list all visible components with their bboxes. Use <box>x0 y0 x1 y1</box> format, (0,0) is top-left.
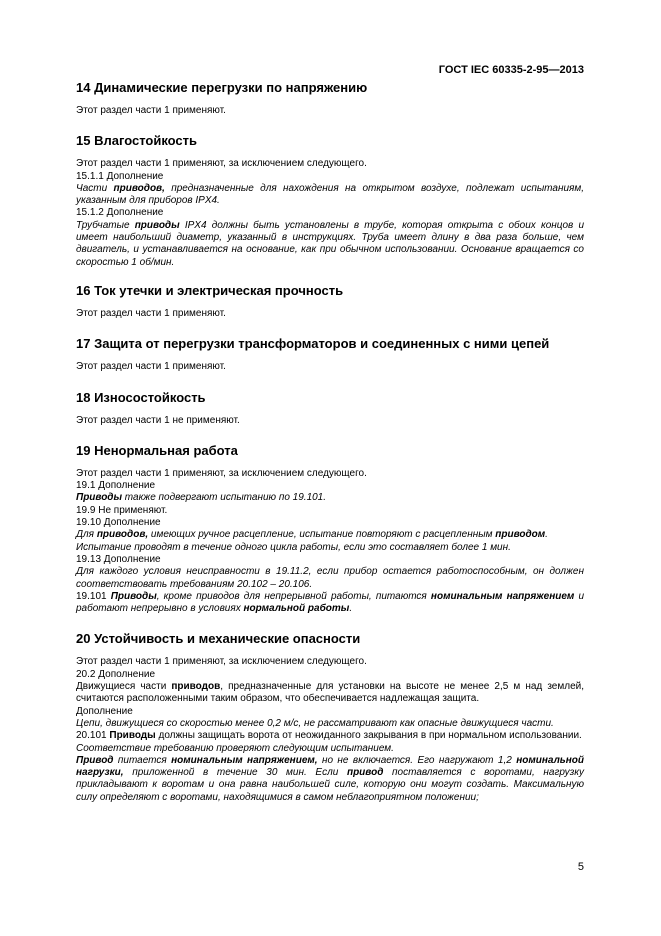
section-14-title: 14 Динамические перегрузки по напряжению <box>76 80 368 95</box>
term-bold: приводов, <box>96 529 149 541</box>
section-20-p4 <box>76 730 584 742</box>
term-bold: номинальным напряжением, <box>171 754 318 766</box>
text-run: и работают непрерывно в условиях <box>76 590 585 615</box>
page-number: 5 <box>577 861 584 873</box>
clause-19-10: 19.10 Дополнение <box>76 517 161 529</box>
term-bold: приводом <box>495 529 546 541</box>
text-run: . <box>545 529 548 541</box>
clause-20-2: 20.2 Дополнение <box>76 668 156 680</box>
text-run: Для <box>76 529 97 541</box>
section-17-text: Этот раздел части 1 применяют. <box>76 361 226 373</box>
text-run: имеющих ручное расцепление, испытание повторяют с расцепленным <box>148 529 496 541</box>
section-18-text: Этот раздел части 1 не применяют. <box>76 414 240 426</box>
section-19-p3 <box>76 529 584 541</box>
addition-label: Дополнение <box>76 705 133 717</box>
term-bold: Привод <box>76 754 114 766</box>
section-19-p2 <box>76 492 584 504</box>
term-bold: Приводы <box>109 730 156 742</box>
text-run: предназначенные для нахождения на открытом воздухе, подлежат испытаниям, указанным для приборов IPX4. <box>76 182 584 207</box>
text-run: поставляется с воротами, нагрузку прикладывают к воротам и она равна наибольшей силе, которую они могут создать. Максимальную силу определяют с воротами, находящимися в самом неблагоприятном положении; <box>76 767 585 803</box>
section-15-p1: Этот раздел части 1 применяют, за исключением следующего. <box>76 158 367 170</box>
term-bold: приводов <box>171 681 221 693</box>
text-run: IPX4 должны быть установлены в трубе, которая открыта с обоих концов и имеет наибольший диаметр, указанный в инструкциях. Труба имеет длину в два раза больше, чем двигатель, и устанавливается на основание, как при обычном использовании. Основание вращается со скоростью 1 об/мин. <box>76 219 585 268</box>
section-19-p4: Испытание проводят в течение одного цикла работы, если это составляет более 1 мин. <box>76 541 511 553</box>
term-bold: приводов, <box>113 182 165 194</box>
text-run: приложенной в течение 30 мин. Если <box>123 767 347 779</box>
term-bold: приводы <box>134 219 180 231</box>
text-run: Трубчатые <box>76 219 135 231</box>
term-bold: Приводы <box>76 492 123 504</box>
section-19-title: 19 Ненормальная работа <box>76 442 238 458</box>
term-bold: номинальной нагрузки, <box>76 754 584 779</box>
term-bold: нормальной работы <box>243 603 350 615</box>
text-run: также подвергают испытанию по 19.101. <box>122 492 327 504</box>
text-run: 19.101 <box>76 590 111 602</box>
term-bold: привод <box>346 767 384 779</box>
section-20-p5: Соответствие требованию проверяют следующим испытанием. <box>76 742 394 754</box>
term-bold: номинальным напряжением <box>430 590 575 602</box>
clause-19-9: 19.9 Не применяют. <box>76 504 168 516</box>
section-20-title: 20 Устойчивость и механические опасности <box>76 631 361 647</box>
clause-15-1-1: 15.1.1 Дополнение <box>76 170 164 182</box>
section-20-p3: Цепи, движущиеся со скоростью менее 0,2 м/с, не рассматривают как опасные движущиеся части. <box>76 717 554 729</box>
text-run: должны защищать ворота от неожиданного закрывания в при нормальном использовании. <box>155 730 582 742</box>
text-run: . <box>349 603 353 615</box>
page-content <box>76 80 584 804</box>
clause-19-13: 19.13 Дополнение <box>76 553 161 565</box>
term-bold: Приводы <box>110 590 157 602</box>
standard-header: ГОСТ IEC 60335-2-95—2013 <box>438 64 584 76</box>
section-16-text: Этот раздел части 1 применяют. <box>76 307 226 319</box>
text-run: 20.101 <box>76 730 110 742</box>
section-16-title: 16 Ток утечки и электрическая прочность <box>76 282 344 298</box>
section-15-title: 15 Влагостойкость <box>76 133 198 149</box>
text-run: , кроме приводов для непрерывной работы, питаются <box>156 590 431 602</box>
section-15-p3 <box>76 220 584 269</box>
section-15-p2 <box>76 183 584 208</box>
section-17-title: 17 Защита от перегрузки трансформаторов и соединенных с ними цепей <box>76 336 550 352</box>
section-19-p1: Этот раздел части 1 применяют, за исключением следующего. <box>76 467 367 479</box>
section-14-text: Этот раздел части 1 применяют. <box>76 105 226 116</box>
text-run: Движущиеся части <box>76 681 172 693</box>
text-run: , предназначенные для установки на высоте не менее 2,5 м над землей, считаются расположенными таким образом, что обеспечивается надлежащая защита. <box>76 681 584 705</box>
section-20-p1: Этот раздел части 1 применяют, за исключением следующего. <box>76 656 367 668</box>
clause-19-1: 19.1 Дополнение <box>76 480 156 492</box>
section-20-p2 <box>76 681 584 706</box>
clause-15-1-2: 15.1.2 Дополнение <box>76 207 164 219</box>
text-run: Части <box>76 182 114 194</box>
section-18-title: 18 Износостойкость <box>76 389 206 405</box>
section-19-p5: Для каждого условия неисправности в 19.11.2, если прибор остается работоспособным, он должен соответствовать требованиям 20.102 – 20.106. <box>76 566 584 590</box>
text-run: но не включается. Его нагружают 1,2 <box>317 754 517 766</box>
text-run: питается <box>113 754 172 766</box>
section-19-p6 <box>76 591 584 616</box>
section-20-p6 <box>76 755 584 804</box>
